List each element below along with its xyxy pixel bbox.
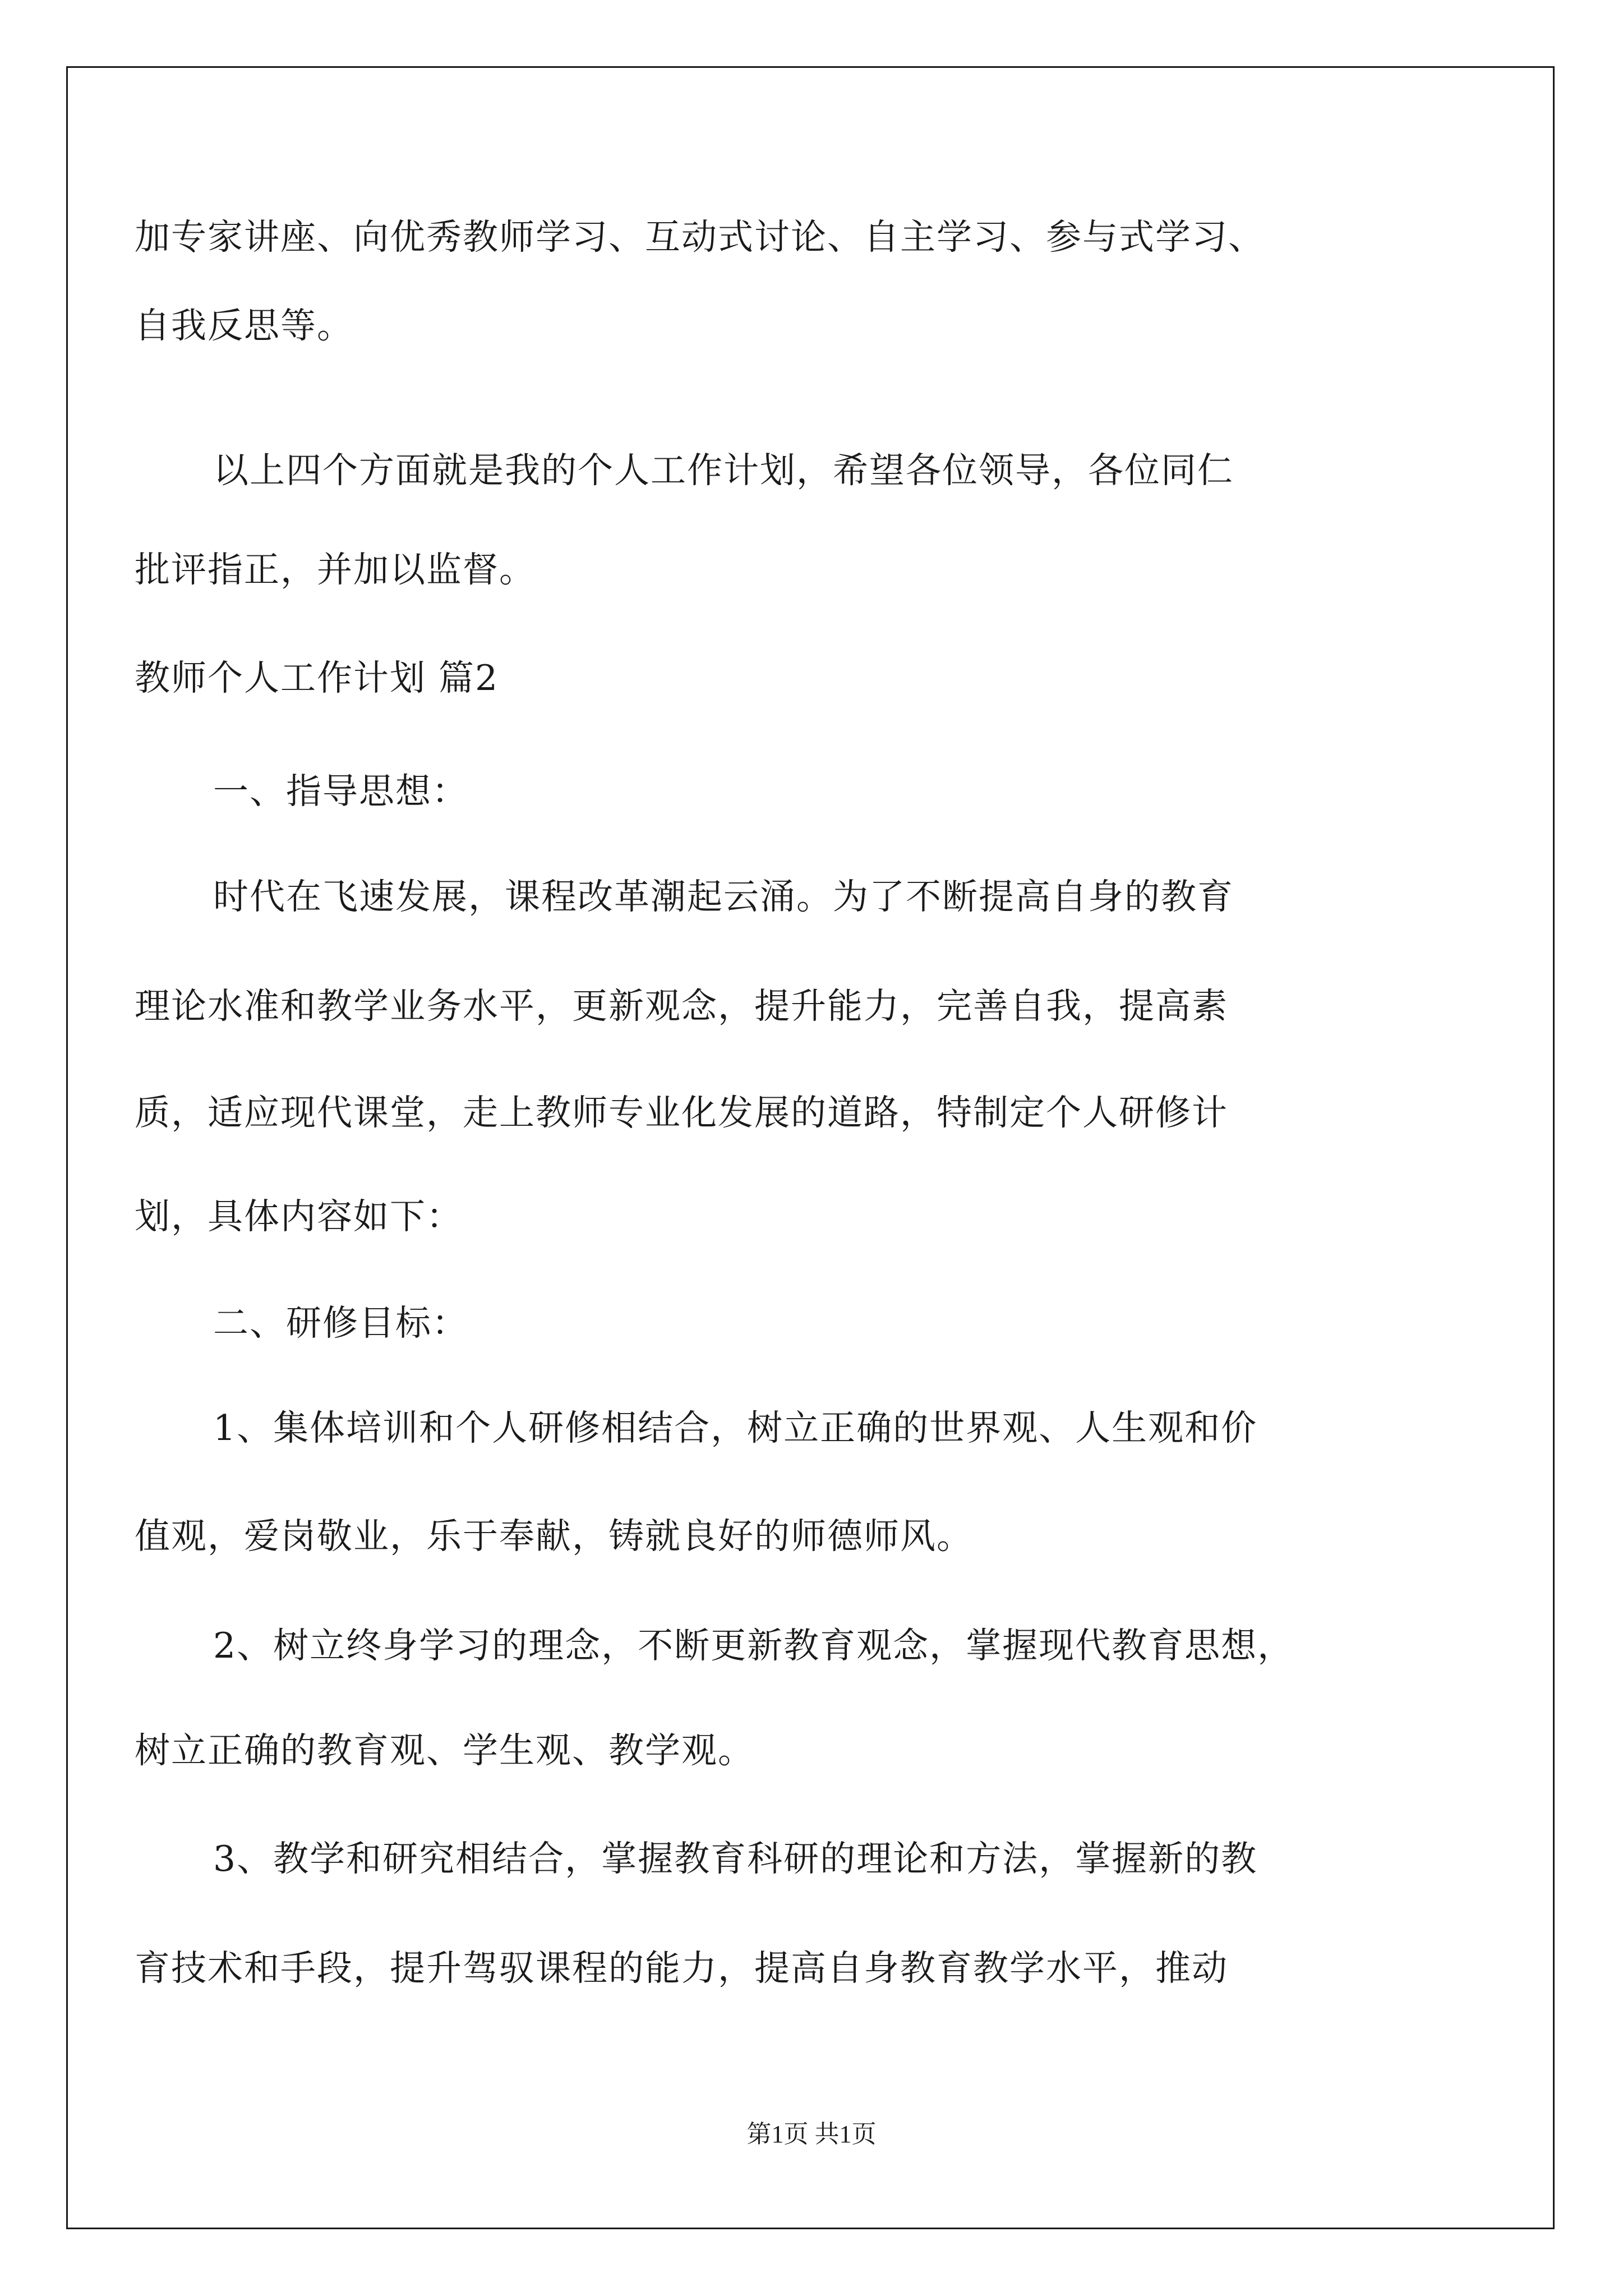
paragraph-line: 质，适应现代课堂，走上教师专业化发展的道路，特制定个人研修计	[135, 1092, 1228, 1133]
paragraph-line: 批评指正，并加以监督。	[135, 549, 536, 590]
page-border	[66, 66, 1555, 2229]
paragraph-line: 育技术和手段，提升驾驭课程的能力，提高自身教育教学水平，推动	[135, 1948, 1228, 1989]
paragraph-line: 以上四个方面就是我的个人工作计划，希望各位领导，各位同仁	[213, 450, 1234, 491]
subsection-heading: 一、指导思想：	[213, 771, 468, 812]
paragraph-line: 树立正确的教育观、学生观、教学观。	[135, 1730, 754, 1771]
paragraph-line: 加专家讲座、向优秀教师学习、互动式讨论、自主学习、参与式学习、	[135, 217, 1265, 257]
page-footer: 第1页 共1页	[746, 2120, 877, 2148]
paragraph-line: 1、集体培训和个人研修相结合，树立正确的世界观、人生观和价	[213, 1407, 1258, 1448]
paragraph-line: 时代在飞速发展，课程改革潮起云涌。为了不断提高自身的教育	[213, 876, 1234, 917]
subsection-heading: 二、研修目标：	[213, 1303, 468, 1343]
paragraph-line: 值观，爱岗敬业，乐于奉献，铸就良好的师德师风。	[135, 1516, 973, 1557]
paragraph-line: 划，具体内容如下：	[135, 1196, 463, 1237]
paragraph-line: 自我反思等。	[135, 305, 353, 346]
paragraph-line: 3、教学和研究相结合，掌握教育科研的理论和方法，掌握新的教	[213, 1838, 1258, 1879]
section-heading: 教师个人工作计划 篇2	[135, 657, 499, 698]
paragraph-line: 2、树立终身学习的理念，不断更新教育观念，掌握现代教育思想，	[213, 1625, 1294, 1666]
paragraph-line: 理论水准和教学业务水平，更新观念，提升能力，完善自我，提高素	[135, 986, 1228, 1027]
